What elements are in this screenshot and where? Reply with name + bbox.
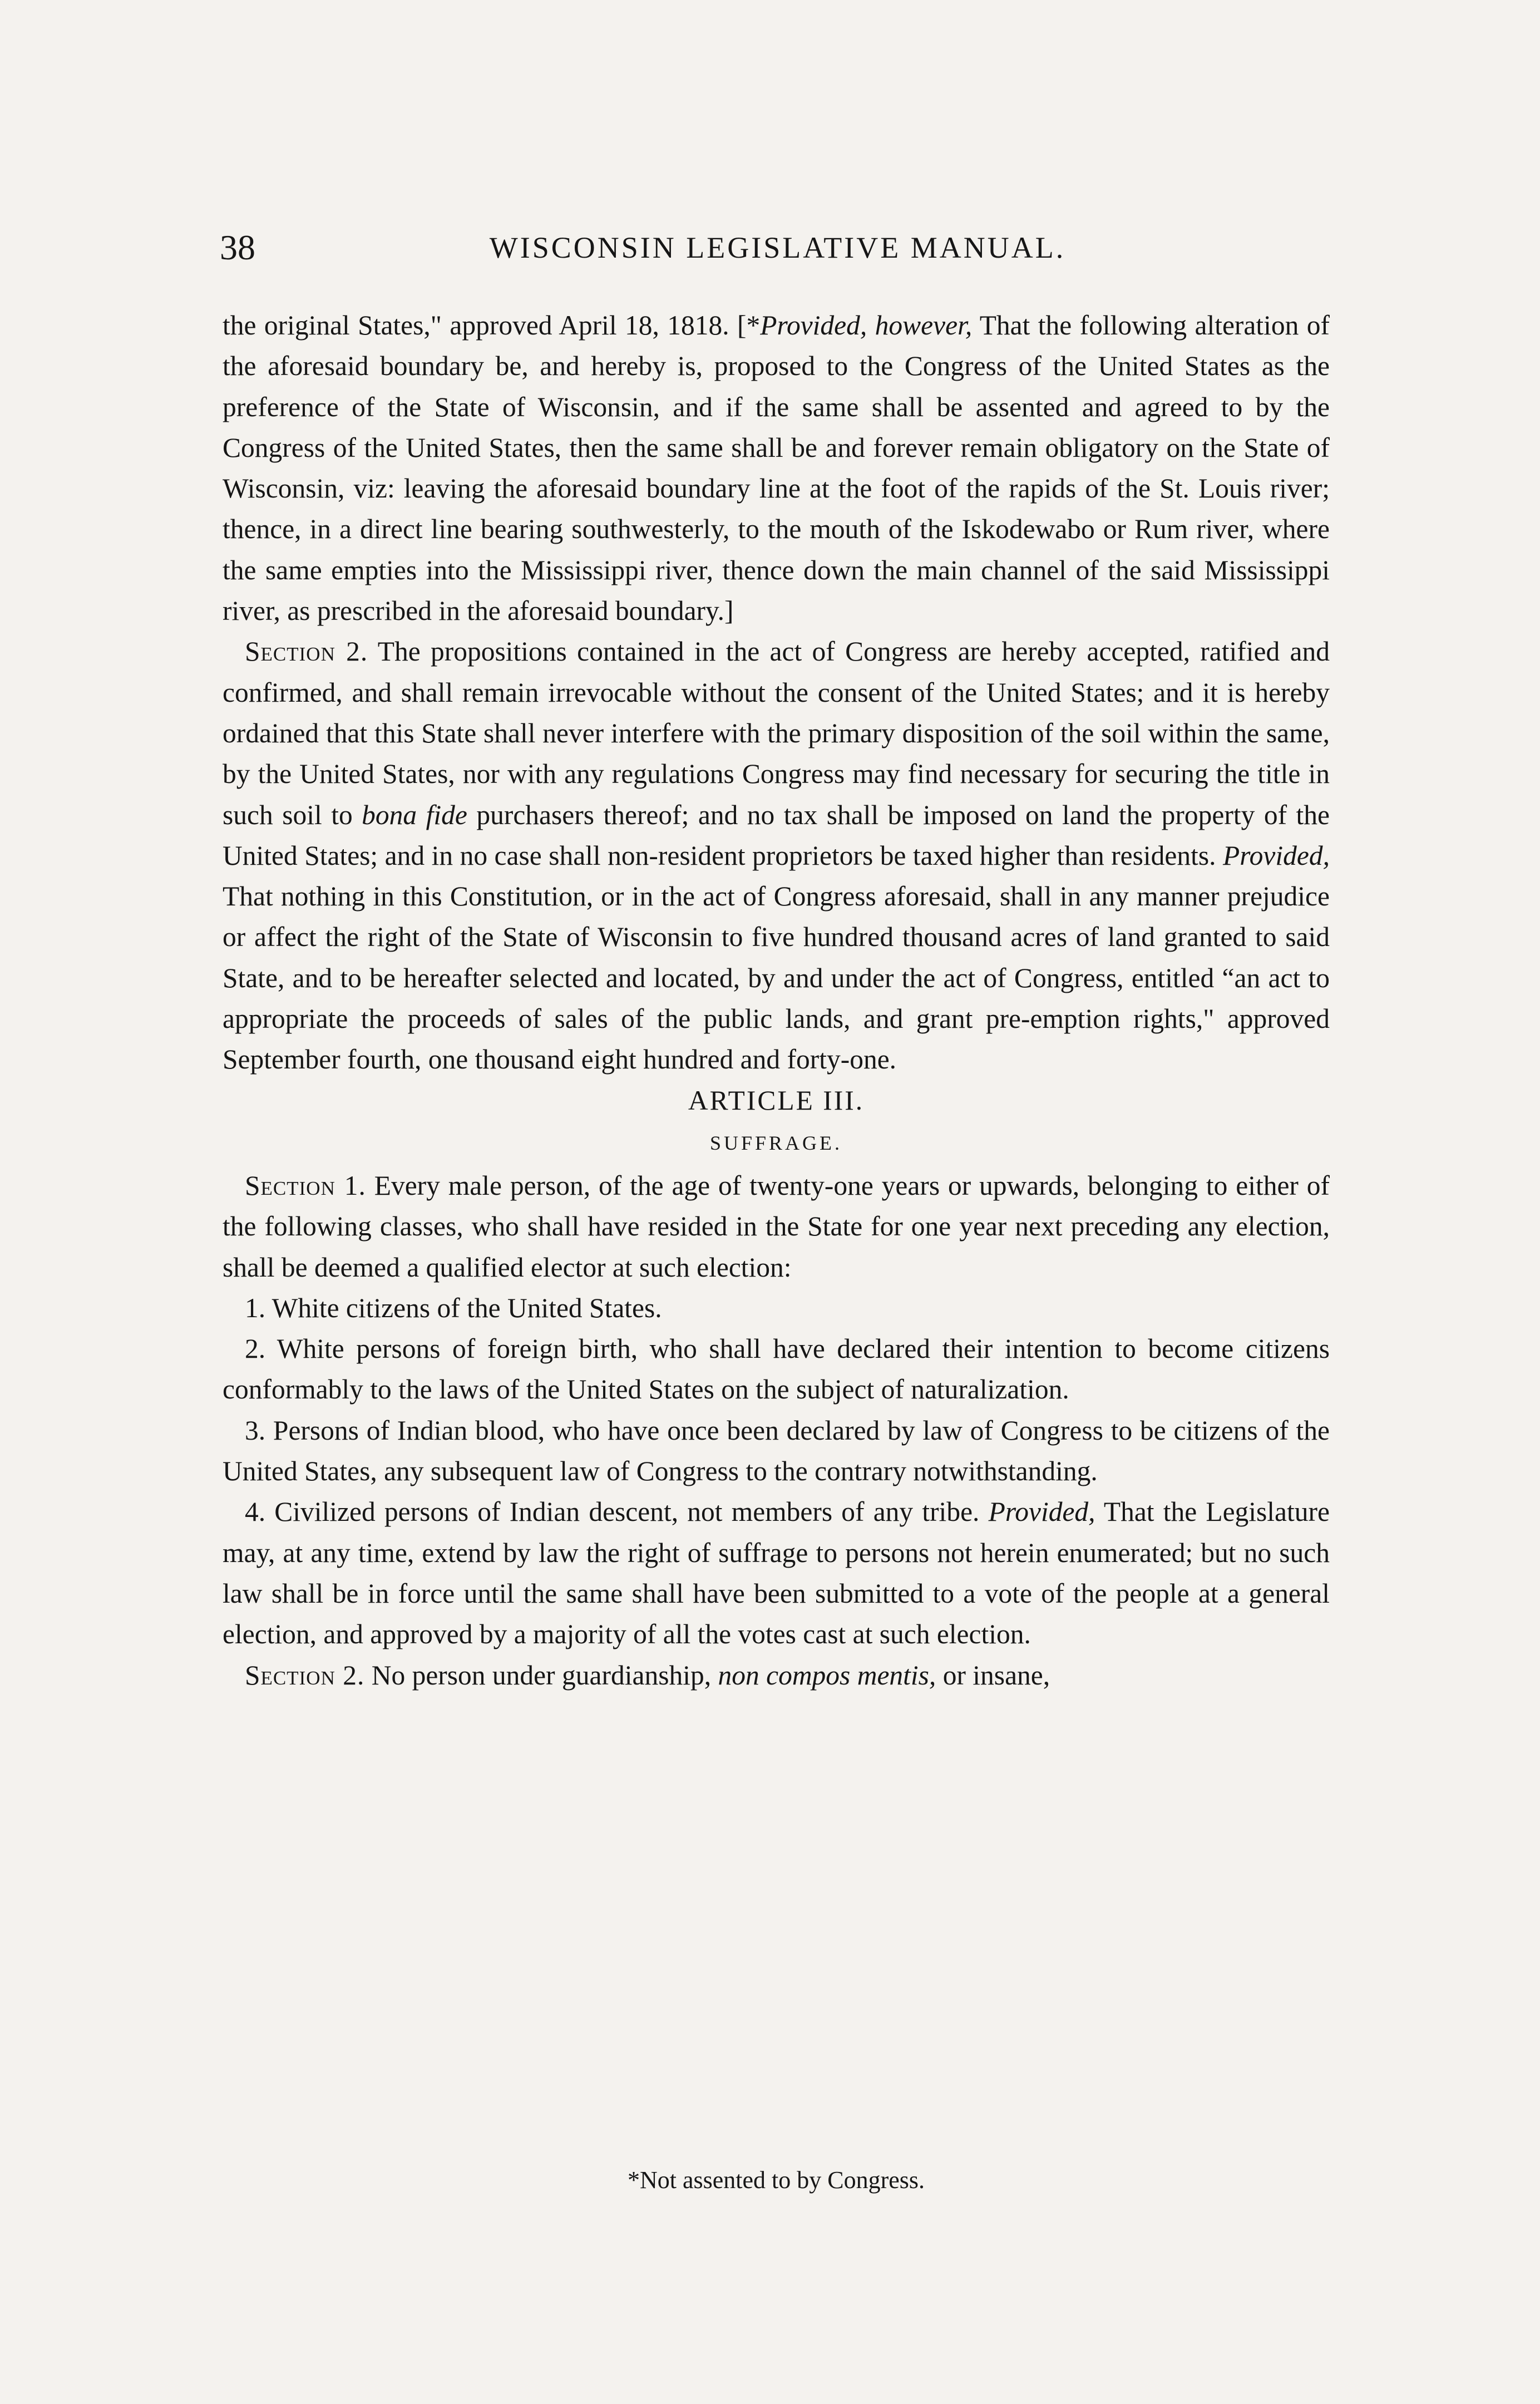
running-head <box>220 225 1335 270</box>
class-item <box>223 1491 1330 1654</box>
article3-section1-paragraph <box>223 1165 1330 1288</box>
continuation-post: That the following alteration of the aforesaid boundary be, and hereby is, proposed to the Congress of the United States as the preference of the State of Wisconsin, and if the same shall be assented and agreed to by the Congress of the United States, then the same shall be and forever remain obligatory on the State of Wisconsin, viz: leaving the aforesaid boundary line at the foot of the rapids of the St. Louis river; thence, in a direct line bearing southwesterly, to the mouth of the Iskodewabo or Rum river, where the same empties into the Mississippi river, thence down the main channel of the said Mississippi river, as prescribed in the aforesaid boundary.] <box>223 310 1330 627</box>
section-text: The propositions contained in the act of Congress are hereby accepted, ratified and confirmed, and shall remain irrevocable without the consent of the United States; and it is hereby ordained that this State shall never interfere with the primary disposition of the soil within the same, by the United States, nor with any regulations Congress may find necessary for securing the title in such soil to <box>223 636 1330 830</box>
section-text: No person under guardianship, <box>364 1659 718 1691</box>
class-item: 2. White persons of foreign birth, who shall have declared their intention to become citizens conformably to the laws of the United States on the subject of naturalization. <box>223 1333 1330 1405</box>
article3-section2-paragraph <box>223 1655 1330 1696</box>
provided-term: Provided, <box>1223 840 1330 871</box>
section-text: That nothing in this Constitution, or in the act of Congress aforesaid, shall in any manner prejudice or affect the right of the State of Wisconsin to five hundred thousand acres of land granted to said State, and to be hereafter selected and located, by and under the act of Congress, entitled “an act to appropriate the proceeds of sales of the public lands, and grant pre-emption rights," approved September fourth, one thousand eight hundred and forty-one. <box>223 881 1330 1075</box>
provided-term: Provided, <box>988 1496 1095 1528</box>
running-title: WISCONSIN LEGISLATIVE MANUAL. <box>489 231 1066 264</box>
section-label: Section 1. <box>245 1170 366 1201</box>
article-subheading: SUFFRAGE. <box>709 1131 843 1154</box>
page-number: 38 <box>220 228 255 267</box>
section-label: Section 2. <box>245 1659 365 1691</box>
continuation-paragraph <box>223 305 1330 631</box>
latin-term: non compos mentis, <box>718 1659 936 1691</box>
article-heading: ARTICLE III. <box>688 1085 865 1116</box>
section-label: Section 2. <box>245 636 368 667</box>
continuation-pre: the original States," approved April 18, 1818. [* <box>223 310 761 341</box>
footnote: *Not assented to by Congress. <box>627 2166 925 2194</box>
body-text <box>223 305 1330 1696</box>
bona-fide: bona fide <box>362 799 467 830</box>
section-text: purchasers thereof; and no tax shall be imposed on land the property of the United States; and in no case shall non-resident proprietors be taxed higher than residents. <box>223 799 1330 871</box>
class-text: That the Legislature may, at any time, extend by law the right of suffrage to persons not herein enumerated; but no such law shall be in force until the same shall have been submitted to a vote of the people at a general election, and approved by a majority of all the votes cast at such election. <box>223 1496 1330 1650</box>
class-item: 1. White citizens of the United States. <box>245 1292 662 1323</box>
article2-section2-paragraph <box>223 631 1330 1080</box>
section-text: or insane, <box>936 1659 1050 1691</box>
class-text: 4. Civilized persons of Indian descent, not members of any tribe. <box>245 1496 989 1528</box>
provided-however: Provided, however, <box>760 310 973 341</box>
class-item: 3. Persons of Indian blood, who have once been declared by law of Congress to be citizens of the United States, any subsequent law of Congress to the contrary notwithstanding. <box>223 1415 1330 1487</box>
section-text: Every male person, of the age of twenty-one years or upwards, belonging to either of the following classes, who shall have resided in the State for one year next preceding any election, shall be deemed a qualified elector at such election: <box>223 1170 1330 1283</box>
